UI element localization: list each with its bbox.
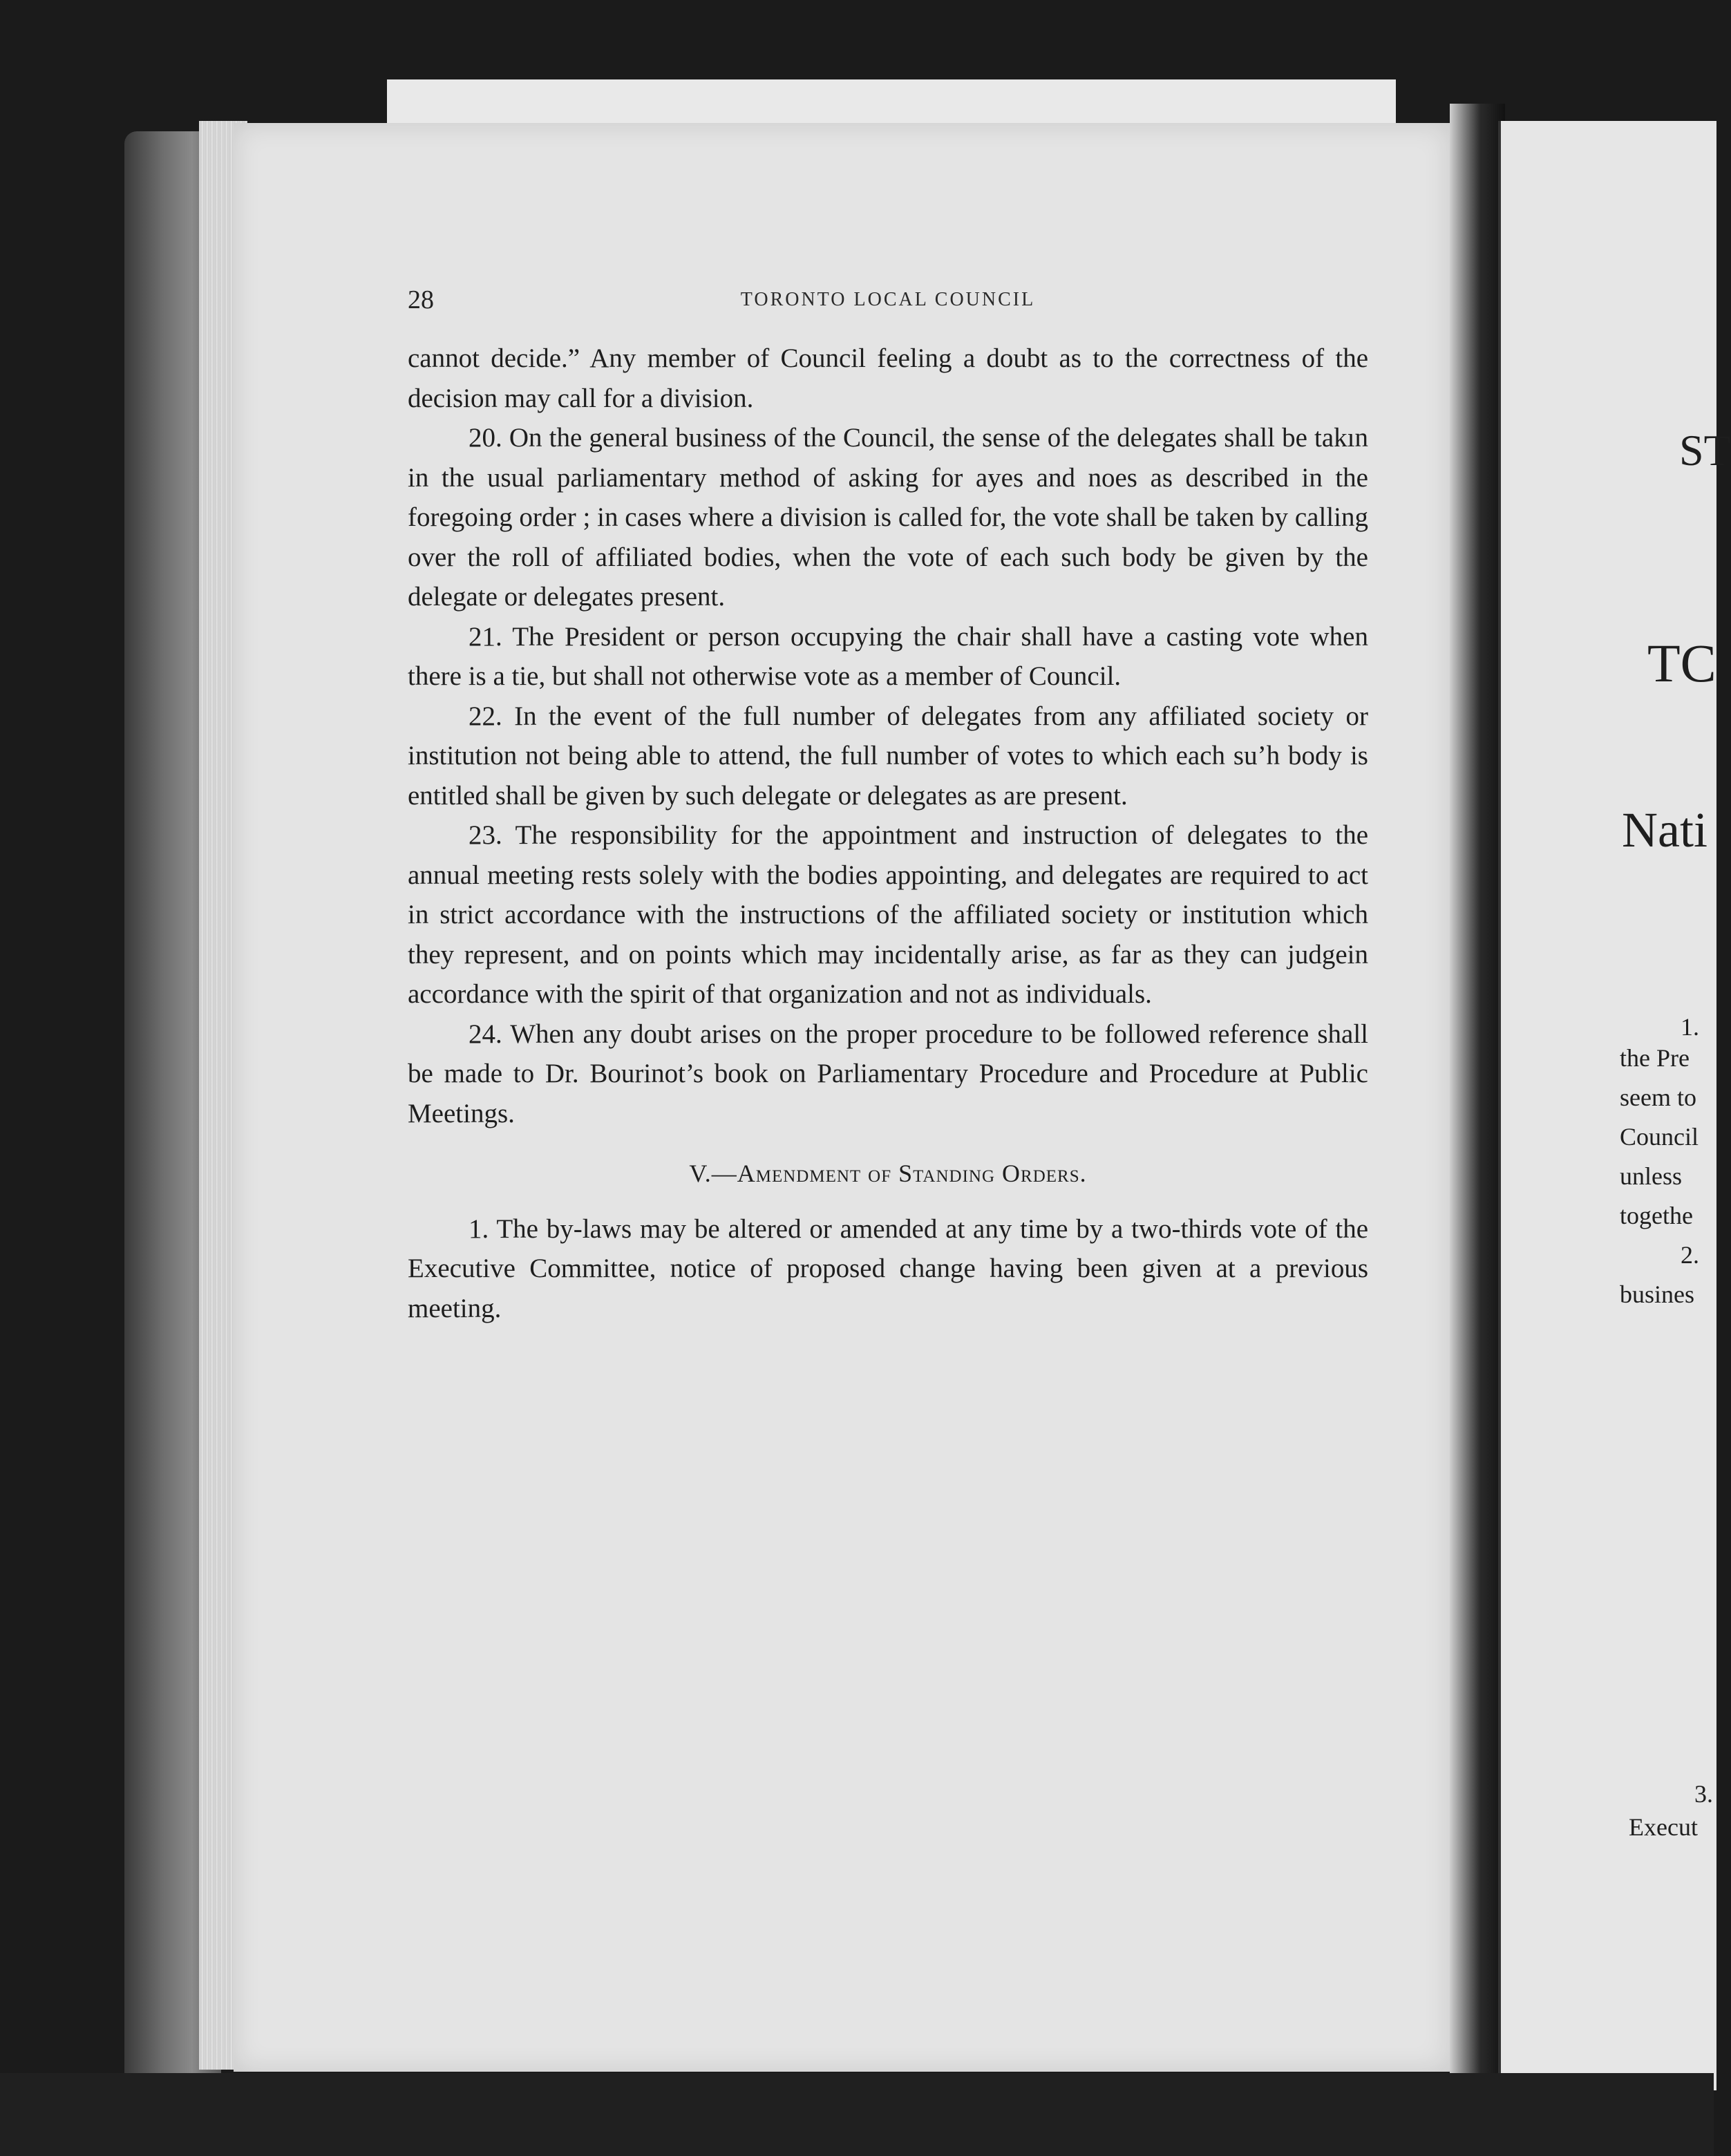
right-page-fragment: ST (1679, 426, 1731, 475)
paragraph-21 (408, 617, 1368, 697)
right-page-fragment: Nati (1622, 802, 1708, 858)
paragraph-23 (408, 815, 1368, 1014)
paragraph-number: 1. (469, 1213, 489, 1244)
right-page-fragment: Execut (1629, 1813, 1698, 1841)
scan-background (0, 2073, 1714, 2156)
right-page-fragment: 1. (1681, 1013, 1699, 1041)
paragraph-text: On the general business of the Council, the sense of the delegates shall be takın in the usual parliamentary method of asking for ayes and noes as described in the foregoing order ; in cases where a division is called for, the vote shall be taken by calling over the roll of affiliated bodies, when the vote of each such body be given by the delegate or delegates present. (408, 423, 1368, 612)
paragraph-amendment-1 (408, 1209, 1368, 1329)
paragraph-number: 23. (469, 820, 502, 850)
paragraph-number: 21. (469, 621, 502, 652)
running-head: TORONTO LOCAL COUNCIL (740, 289, 1036, 310)
page-header (408, 285, 1368, 326)
right-page-fragment: Council (1620, 1123, 1699, 1151)
paragraph-20 (408, 418, 1368, 617)
right-page-fragment: seem to (1620, 1084, 1696, 1111)
paragraph-22 (408, 697, 1368, 816)
right-page-fragment: busines (1620, 1280, 1694, 1308)
right-page-fragment: 2. (1681, 1241, 1699, 1269)
paragraph-text: In the event of the full number of delegates from any affiliated society or institution not being able to attend, the full number of votes to which each suʼh body is entitled shall be given by such delegate or delegates as are present. (408, 701, 1368, 811)
paragraph-number: 24. (469, 1019, 502, 1049)
right-page-fragment: unless (1620, 1162, 1682, 1190)
right-page-fragment: TC (1647, 633, 1716, 693)
section-heading: V.—Amendment of Standing Orders. (689, 1160, 1087, 1187)
paragraph-continuation (408, 339, 1368, 418)
paragraph-24 (408, 1014, 1368, 1134)
paragraph-text: The responsibility for the appointment and instruction of delegates to the annual meeting rests solely with the bodies appointing, and delegates are required to act in strict accordance with the instructions of the affiliated society or institution which they represent, and on points which may incidentally arise, as far as they can judgein accordance with the spirit of that organization and not as individuals. (408, 820, 1369, 1009)
right-page-fragment: the Pre (1620, 1044, 1690, 1072)
paragraph-text: cannot decide.” Any member of Council feeling a doubt as to the correctness of the decision may call for a division. (408, 343, 1368, 413)
page-number: 28 (408, 285, 434, 314)
paragraph-number: 20. (469, 423, 502, 453)
paragraph-text: When any doubt arises on the proper procedure to be followed reference shall be made to Dr. Bourinot’s book on Parliamentary Procedure and Procedure at Public Meetings. (408, 1019, 1368, 1128)
right-page (1498, 121, 1731, 2090)
right-page-fragment: 3. (1694, 1780, 1713, 1808)
right-page-fragment: togethe (1620, 1202, 1693, 1229)
body-text (408, 339, 1368, 1328)
paragraph-number: 22. (469, 701, 502, 731)
paragraph-text: The by-laws may be altered or amended at any time by a two-thirds vote of the Executive Committee, notice of proposed change having been given at a previous meeting. (408, 1213, 1369, 1323)
paragraph-text: The President or person occupying the chair shall have a casting vote when there is a tie, but shall not otherwise vote as a member of Council. (408, 621, 1368, 691)
book-gutter (1450, 104, 1505, 2087)
